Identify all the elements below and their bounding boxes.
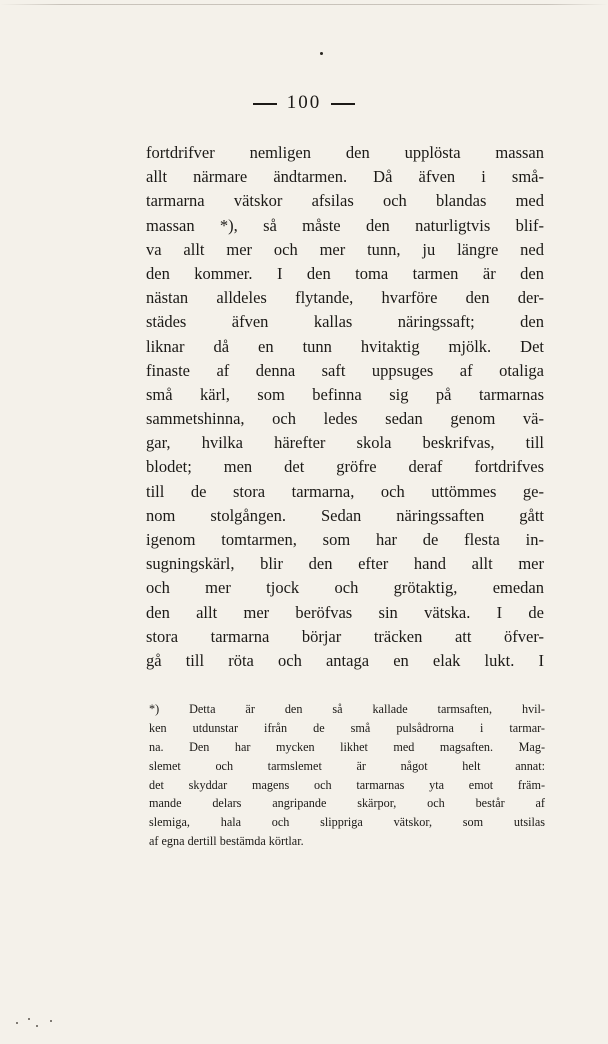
page-number: 100 (286, 92, 322, 113)
margin-specks (14, 1016, 74, 1030)
text-line: va allt mer och mer tunn, ju längre ned (146, 239, 544, 259)
text-line: sugningskärl, blir den efter hand allt mer (146, 554, 544, 574)
text-line: den kommer. I den toma tarmen är den (146, 263, 544, 283)
header-dash-right (331, 103, 355, 105)
text-line: städes äfven kallas näringssaft; den (146, 312, 544, 332)
text-line: fortdrifver nemligen den upplösta massan (146, 143, 544, 162)
text-line: gar, hvilka härefter skola beskrifvas, till (146, 433, 544, 453)
text-line: små kärl, som befinna sig på tarmarnas (146, 384, 544, 404)
page-header (0, 92, 608, 114)
text-line: nästan alldeles flytande, hvarföre den der- (146, 288, 544, 308)
text-line: igenom tomtarmen, som har de flesta in- (146, 530, 544, 549)
text-line: den allt mer beröfvas sin vätska. I de (146, 602, 544, 622)
footnote-block (149, 700, 545, 851)
footnote-line: ken utdunstar ifrån de små pulsådrorna i tarmar- (149, 720, 545, 735)
text-line: blodet; men det gröfre deraf fortdrifves (146, 457, 544, 477)
text-line: allt närmare ändtarmen. Då äfven i små- (146, 167, 544, 187)
text-line: massan *), så måste den naturligtvis blif- (146, 215, 544, 235)
text-line: till de stora tarmarna, och uttömmes ge- (146, 481, 544, 501)
text-line: gå till röta och antaga en elak lukt. I (146, 650, 544, 670)
footnote-line: af egna dertill bestämda körtlar. (149, 834, 304, 849)
footnote-line: slemet och tarmslemet är något helt annat: (149, 758, 545, 773)
footnote-line: det skyddar magens och tarmarnas yta emot främ- (149, 777, 545, 792)
text-line: och mer tjock och grötaktig, emedan (146, 578, 544, 598)
main-text-block (146, 141, 544, 673)
text-line: tarmarna vätskor afsilas och blandas med (146, 191, 544, 211)
text-line: liknar då en tunn hvitaktig mjölk. Det (146, 336, 544, 356)
page-top-edge (0, 4, 608, 5)
text-line: stora tarmarna börjar träcken att öfver- (146, 626, 544, 646)
text-line: sammetshinna, och ledes sedan genom vä- (146, 409, 544, 429)
footnote-line: na. Den har mycken likhet med magsaften. Mag- (149, 739, 545, 754)
header-dash-left (253, 103, 277, 105)
footnote-line: slemiga, hala och slippriga vätskor, som utsilas (149, 815, 545, 830)
text-line: finaste af denna saft uppsuges af otaliga (146, 360, 544, 380)
text-line: nom stolgången. Sedan näringssaften gått (146, 505, 544, 525)
footnote-line: mande delars angripande skärpor, och består af (149, 796, 545, 811)
ink-speck (320, 52, 323, 55)
footnote-line: *) Detta är den så kallade tarmsaften, hvil- (149, 702, 545, 716)
